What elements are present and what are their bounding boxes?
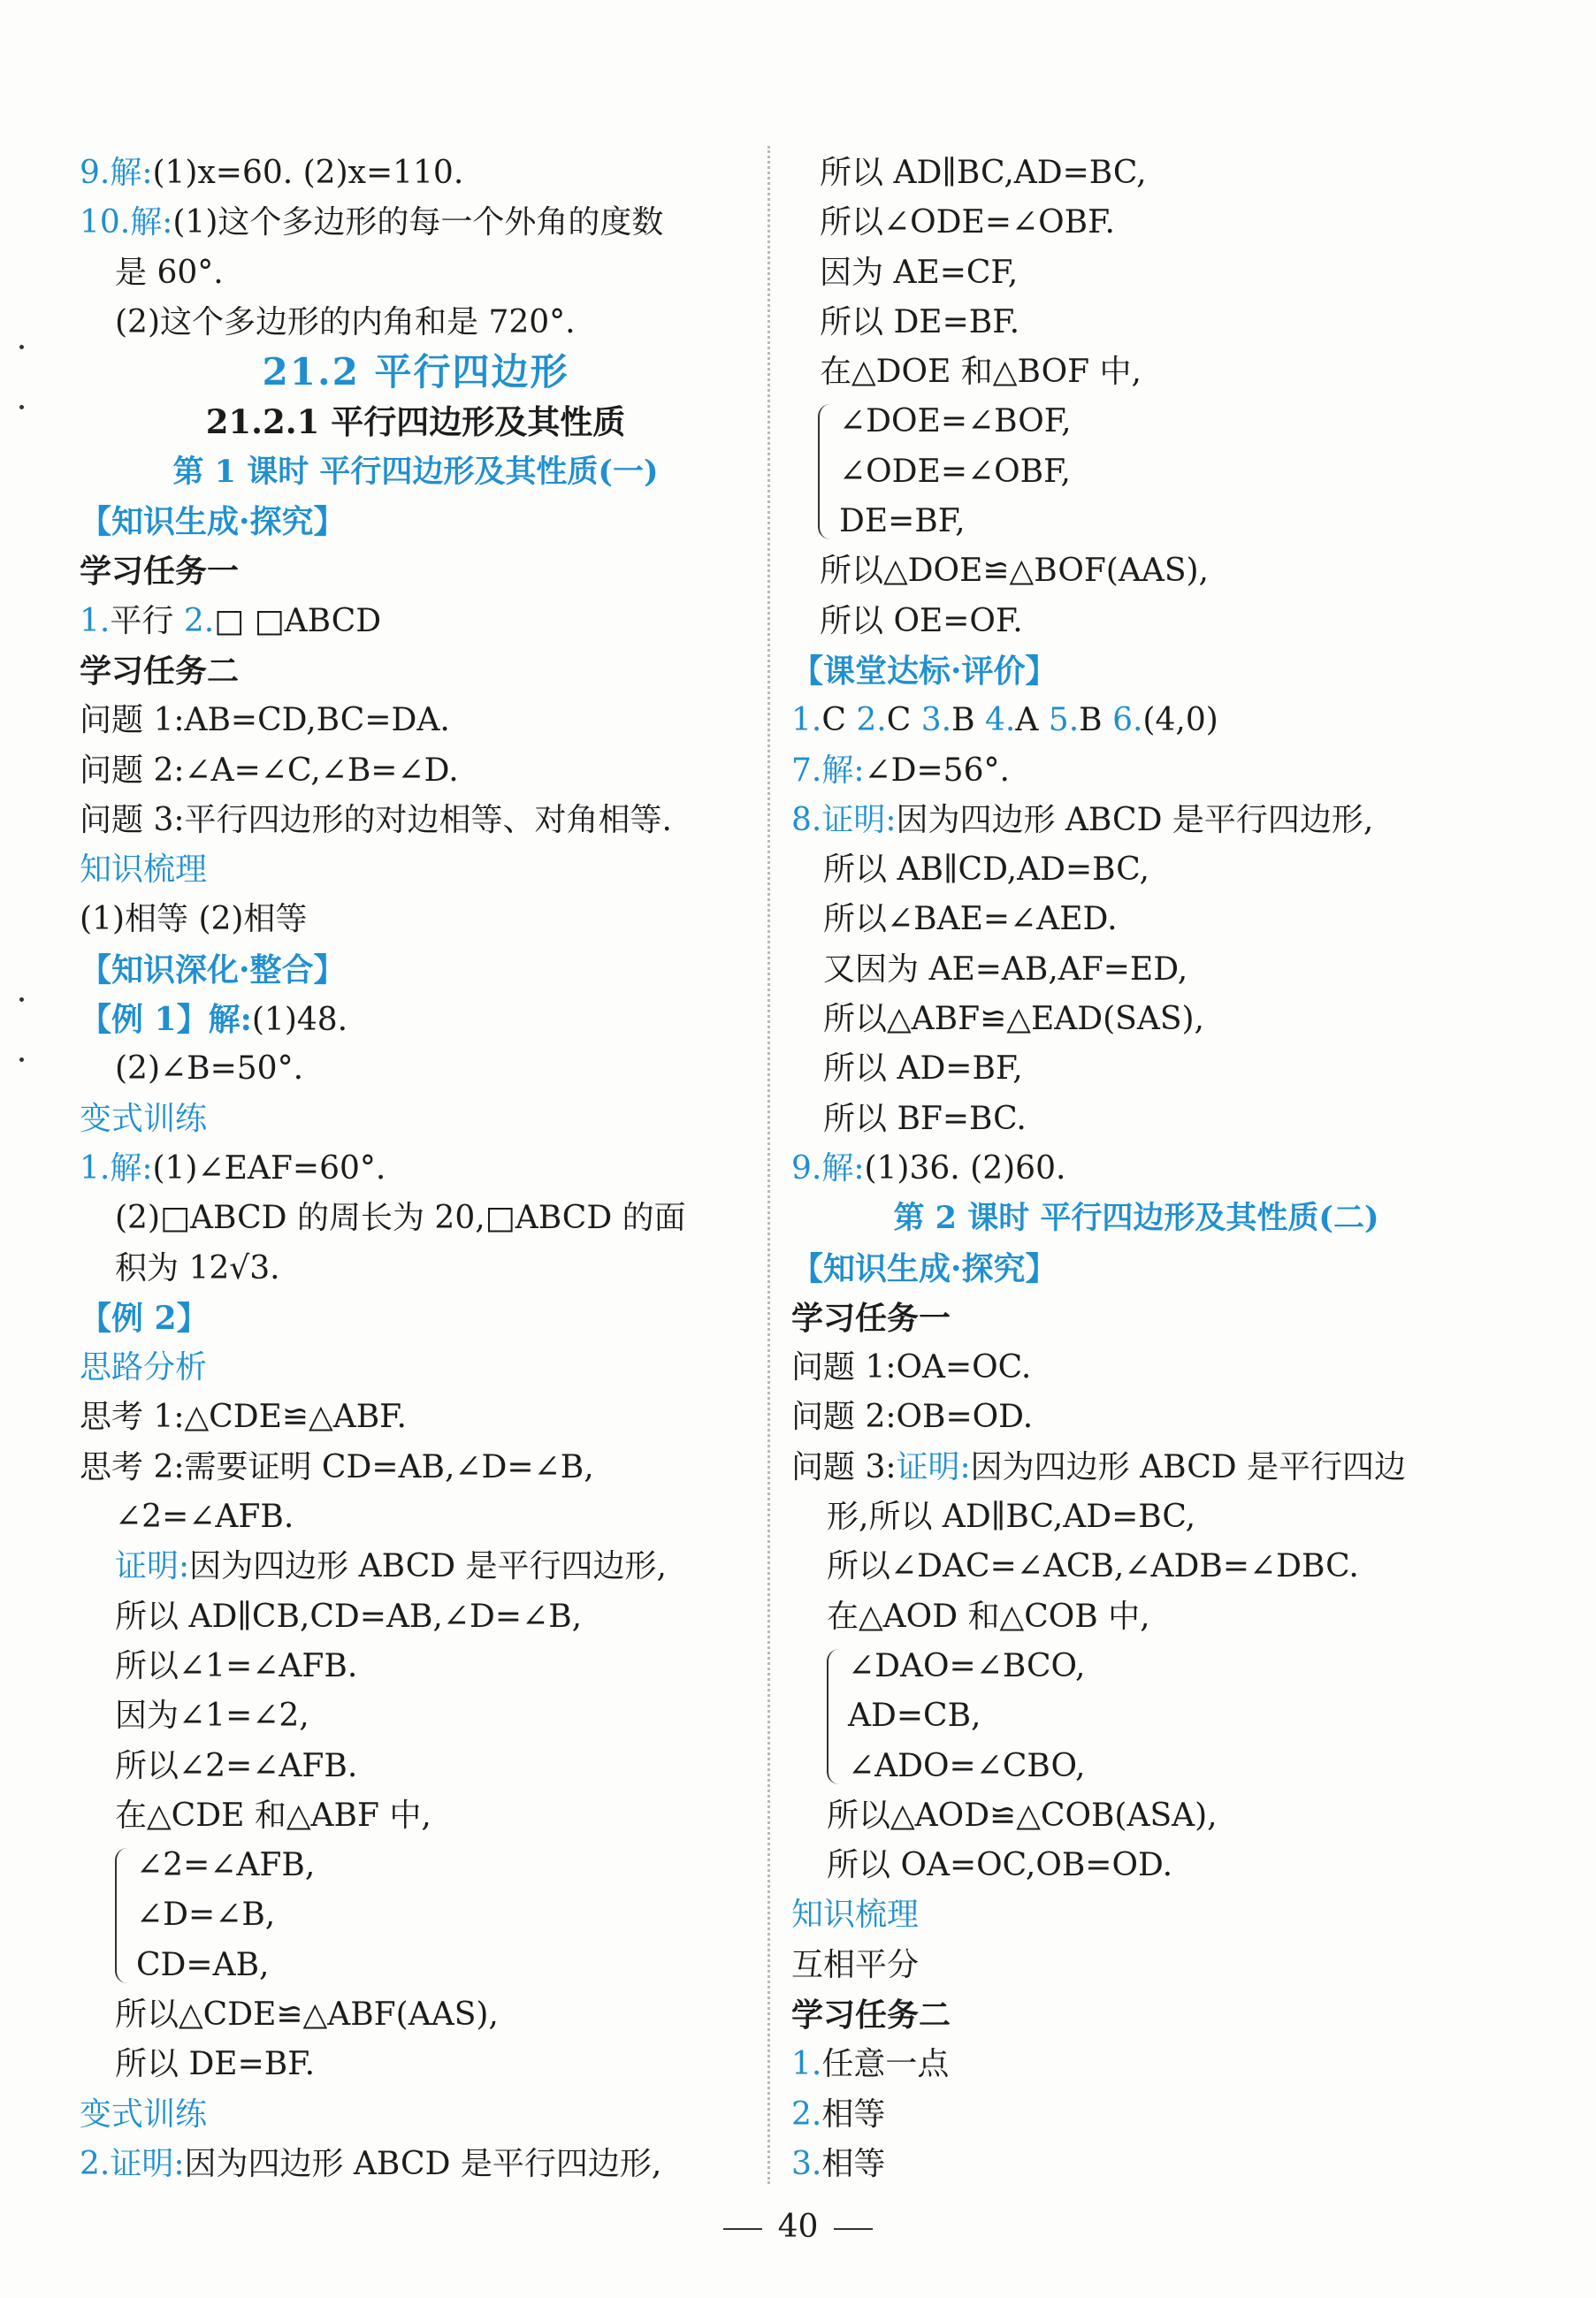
proof-line: 在△CDE 和△ABF 中,: [115, 1797, 431, 1834]
answer-line: (2)这个多边形的内角和是 720°.: [115, 303, 576, 340]
answer-line: 积为 12√3.: [115, 1249, 280, 1286]
brace-system: [832, 1642, 1481, 1791]
example-tag: 【例 2】: [80, 1299, 209, 1337]
variant-heading: 变式训练: [80, 2096, 208, 2133]
brace: [827, 1649, 841, 1784]
proof-line: 因为∠1=∠2,: [115, 1698, 309, 1735]
answer-line: 思考 1:△CDE≌△ABF.: [80, 1399, 407, 1436]
margin-dot: [19, 405, 24, 409]
answer-line: (1)相等 (2)相等: [80, 901, 308, 938]
proof-line: 形,所以 AD∥BC,AD=BC,: [827, 1499, 1196, 1536]
brace-line: ∠DOE=∠BOF,: [839, 403, 1072, 440]
answer-line: 9.解:(1)36. (2)60.: [791, 1149, 1066, 1187]
knowledge-heading: 知识梳理: [791, 1897, 920, 1934]
brace-line: ∠D=∠B,: [136, 1897, 276, 1934]
proof-line: 证明:因为四边形 ABCD 是平行四边形,: [115, 1548, 668, 1585]
analysis-heading: 思路分析: [80, 1349, 208, 1386]
proof-line: 所以∠DAC=∠ACB,∠ADB=∠DBC.: [827, 1548, 1359, 1585]
brace-line: AD=CB,: [848, 1698, 981, 1735]
section-tag: 【课堂达标·评价】: [791, 652, 1058, 690]
proof-line: 所以△ABF≌△EAD(SAS),: [823, 1001, 1204, 1038]
proof-line: 所以△AOD≌△COB(ASA),: [827, 1797, 1218, 1834]
proof-line: 所以 AD∥CB,CD=AB,∠D=∠B,: [115, 1598, 583, 1635]
subsection-title: 21.2.1 平行四边形及其性质: [205, 402, 626, 442]
answer-line: 9.解:(1)x=60. (2)x=110.: [80, 155, 464, 191]
proof-line: 所以∠ODE=∠OBF.: [820, 204, 1115, 241]
margin-dot: [19, 1057, 24, 1062]
answer-line: 问题 2:OB=OD.: [791, 1399, 1034, 1436]
proof-line: 又因为 AE=AB,AF=ED,: [823, 951, 1188, 988]
answer-line: 10.解:(1)这个多边形的每一个外角的度数: [80, 204, 664, 241]
answer-line: 问题 1:OA=OC.: [791, 1349, 1032, 1386]
answer-line: 1.任意一点: [791, 2046, 950, 2083]
choice-answers: 1.C 2.C 3.B 4.A 5.B 6.(4,0): [791, 702, 1218, 739]
brace-line: ∠ADO=∠CBO,: [848, 1747, 1086, 1784]
proof-line: 所以△CDE≌△ABF(AAS),: [115, 1996, 499, 2033]
answer-line: 8.证明:因为四边形 ABCD 是平行四边形,: [791, 801, 1374, 838]
proof-line: 所以 OA=OC,OB=OD.: [827, 1847, 1173, 1884]
column-divider: [767, 146, 770, 2184]
proof-line: 所以 BF=BC.: [823, 1100, 1027, 1137]
proof-line: 因为 AE=CF,: [820, 254, 1019, 291]
page-dash: [723, 2228, 762, 2230]
proof-line: 在△DOE 和△BOF 中,: [820, 354, 1142, 391]
proof-line: 所以 OE=OF.: [820, 602, 1023, 639]
knowledge-heading: 知识梳理: [80, 851, 208, 889]
answer-line: 问题 2:∠A=∠C,∠B=∠D.: [80, 752, 459, 789]
answer-line: 2.证明:因为四边形 ABCD 是平行四边形,: [80, 2145, 662, 2182]
answer-line: 2.相等: [791, 2096, 886, 2133]
answer-line: 7.解:∠D=56°.: [791, 752, 1010, 789]
task-heading: 学习任务一: [80, 553, 240, 591]
proof-line: 在△AOD 和△COB 中,: [827, 1598, 1150, 1635]
left-column: [80, 149, 752, 2189]
section-tag: 【知识深化·整合】: [80, 951, 346, 989]
answer-line: 1.解:(1)∠EAF=60°.: [80, 1149, 386, 1187]
proof-line: 所以 DE=BF.: [820, 303, 1020, 340]
proof-line: 所以 AD=BF,: [823, 1050, 1023, 1088]
answer-line: 互相平分: [791, 1946, 920, 1983]
proof-line: 所以 AB∥CD,AD=BC,: [823, 851, 1149, 889]
section-tag: 【知识生成·探究】: [80, 503, 346, 541]
brace: [818, 404, 832, 539]
answer-line: 问题 3:证明:因为四边形 ABCD 是平行四边: [791, 1448, 1407, 1485]
answer-line: 是 60°.: [115, 254, 224, 291]
answer-line: (2)∠B=50°.: [115, 1050, 304, 1088]
example-line: 【例 1】解:(1)48.: [80, 1001, 348, 1039]
brace-line: ∠ODE=∠OBF,: [839, 453, 1071, 490]
proof-line: 所以 AD∥BC,AD=BC,: [820, 155, 1147, 191]
page-number: [0, 2209, 1596, 2245]
answer-line: 思考 2:需要证明 CD=AB,∠D=∠B,: [80, 1448, 594, 1485]
answer-line: 问题 1:AB=CD,BC=DA.: [80, 702, 450, 739]
section-tag: 【知识生成·探究】: [791, 1249, 1058, 1287]
right-column: [791, 149, 1481, 2189]
brace-line: CD=AB,: [136, 1946, 270, 1983]
proof-line: 所以∠1=∠AFB.: [115, 1647, 358, 1684]
margin-dot: [19, 345, 24, 349]
proof-line: 所以△DOE≌△BOF(AAS),: [820, 553, 1209, 590]
brace-system: [823, 397, 1481, 546]
brace-system: [120, 1841, 752, 1990]
proof-line: 所以∠BAE=∠AED.: [823, 901, 1118, 938]
task-heading: 学习任务二: [80, 652, 240, 690]
answer-line: ∠2=∠AFB.: [115, 1499, 294, 1536]
section-title: 21.2 平行四边形: [262, 350, 569, 394]
lesson-title: 第 2 课时 平行四边形及其性质(二): [893, 1200, 1379, 1237]
page-number-text: 40: [777, 2209, 819, 2245]
task-heading: 学习任务一: [791, 1299, 951, 1337]
task-heading: 学习任务二: [791, 1996, 951, 2034]
brace: [115, 1848, 129, 1983]
answer-line: 问题 3:平行四边形的对边相等、对角相等.: [80, 801, 672, 838]
variant-heading: 变式训练: [80, 1100, 208, 1137]
page-dash: [834, 2228, 873, 2230]
margin-dot: [19, 997, 24, 1002]
answer-line: 1.平行 2.□ □ABCD: [80, 602, 382, 639]
answer-line: 3.相等: [791, 2145, 886, 2182]
proof-line: 所以 DE=BF.: [115, 2046, 316, 2083]
brace-line: ∠DAO=∠BCO,: [848, 1647, 1086, 1684]
brace-line: ∠2=∠AFB,: [136, 1847, 316, 1884]
proof-line: 所以∠2=∠AFB.: [115, 1747, 358, 1784]
lesson-title: 第 1 课时 平行四边形及其性质(一): [172, 453, 659, 490]
answer-line: (2)□ABCD 的周长为 20,□ABCD 的面: [115, 1200, 686, 1237]
brace-line: DE=BF,: [839, 503, 966, 540]
